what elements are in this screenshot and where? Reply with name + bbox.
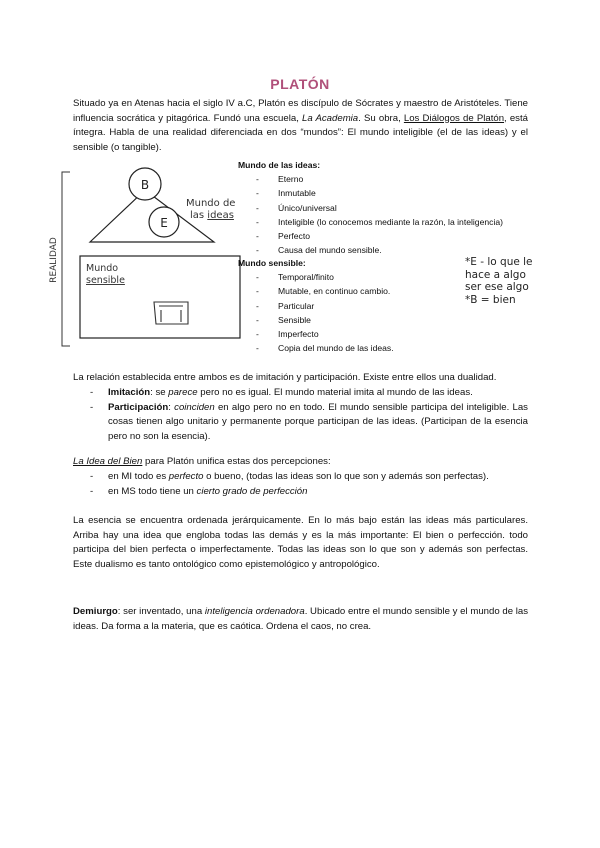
sensible-list-block <box>238 256 458 355</box>
list-item: - en MI todo es perfecto o bueno, (todas las ideas son lo que son y además son perfectas). <box>90 471 489 482</box>
mundo-ideas-label-1: Mundo de <box>186 198 236 209</box>
intro-paragraph <box>73 97 528 155</box>
intro-text-2: . Su obra, <box>358 112 404 124</box>
list-item: - Eterno <box>256 172 538 186</box>
intro-text-1: Situado ya en Atenas hacia el siglo IV a.C, Platón es discípulo de Sócrates y maestro de Aristóteles. Tiene influencia socrática y pitagórica. Fundó una escuela, <box>73 98 528 124</box>
esencia-paragraph: La esencia se encuentra ordenada jerárquicamente. En lo más bajo están las ideas más particulares. Arriba hay una idea que engloba todas las demás y es la más importante: El bien o perfección. todo participa del bien perfecta o imperfectamente. Todas las ideas son lo que son y además son perfectas. Este dualismo es tanto ontológico como epistemológico y antropológico. <box>73 515 528 570</box>
demiurgo-label: Demiurgo <box>73 606 118 617</box>
dialogos-title: Los Diálogos de Platón <box>403 112 505 124</box>
list-item: - Causa del mundo sensible. <box>256 243 538 257</box>
page-title: PLATÓN <box>270 76 330 92</box>
realidad-label: REALIDAD <box>49 237 59 283</box>
bien-letter: B <box>140 178 150 192</box>
list-item: - Perfecto <box>256 229 538 243</box>
mundo-ideas-label-2: las ideas <box>190 210 234 221</box>
idea-del-bien-label: La Idea del Bien <box>73 456 143 467</box>
ideas-list <box>256 172 538 257</box>
list-item: - Sensible <box>256 313 458 327</box>
object-sketch <box>154 302 188 324</box>
ideas-heading: Mundo de las ideas: <box>238 160 321 170</box>
esencia-letter: E <box>160 216 168 230</box>
handwritten-note <box>465 256 533 306</box>
realidad-diagram <box>42 160 242 350</box>
bien-list <box>90 470 528 499</box>
note-line-3: ser ese algo <box>465 281 529 293</box>
sensible-heading: Mundo sensible: <box>238 258 306 268</box>
demiurgo-paragraph: Demiurgo: ser inventado, una inteligencia ordenadora. Ubicado entre el mundo sensible y el mundo de las ideas. Da forma a la materia, que es caótica. Ordena el caos, no crea. <box>73 606 529 632</box>
bien-text: para Platón unifica estas dos percepciones: <box>142 456 331 467</box>
list-item: - Único/universal <box>256 201 538 215</box>
participacion-item: - Participación: coinciden en algo pero no en todo. El mundo sensible participa del inteligible. Las cosas tienen algo unitario y permanente porque participan de las ideas. (Participan de la esencia pero no son la esencia). <box>90 401 528 442</box>
relation-paragraph: La relación establecida entre ambos es de imitación y participación. Existe entre ellos una dualidad. <box>73 372 497 383</box>
relation-list <box>90 386 528 444</box>
list-item: - Imperfecto <box>256 327 458 341</box>
ideas-list-block <box>238 158 538 257</box>
list-item: - en MS todo tiene un cierto grado de perfección <box>90 485 308 497</box>
list-item: - Temporal/finito <box>256 270 458 284</box>
note-line-4: *B = bien <box>465 293 516 306</box>
sensible-list <box>256 270 458 355</box>
intro-text-3: , está íntegra. Habla de una realidad diferenciada en dos “mundos”: El mundo inteligible (el de las ideas) y el sensible (o tangible). <box>73 112 528 153</box>
list-item: - Mutable, en continuo cambio. <box>256 284 458 298</box>
mundo-sensible-label-2: sensible <box>86 275 125 286</box>
list-item: - Inteligible (lo conocemos mediante la razón, la inteligencia) <box>256 215 538 229</box>
academia-name: La Academia <box>302 112 359 124</box>
bien-paragraph <box>73 455 528 470</box>
list-item: - Copia del mundo de las ideas. <box>256 341 458 355</box>
imitacion-item: - Imitación: se parece pero no es igual. El mundo material imita al mundo de las ideas. <box>90 387 473 398</box>
note-line-1: *E - lo que le <box>465 256 533 268</box>
realidad-bracket <box>62 172 70 346</box>
list-item: - Particular <box>256 299 458 313</box>
list-item: - Inmutable <box>256 186 538 200</box>
note-line-2: hace a algo <box>465 268 526 281</box>
mundo-sensible-label-1: Mundo <box>86 263 119 274</box>
